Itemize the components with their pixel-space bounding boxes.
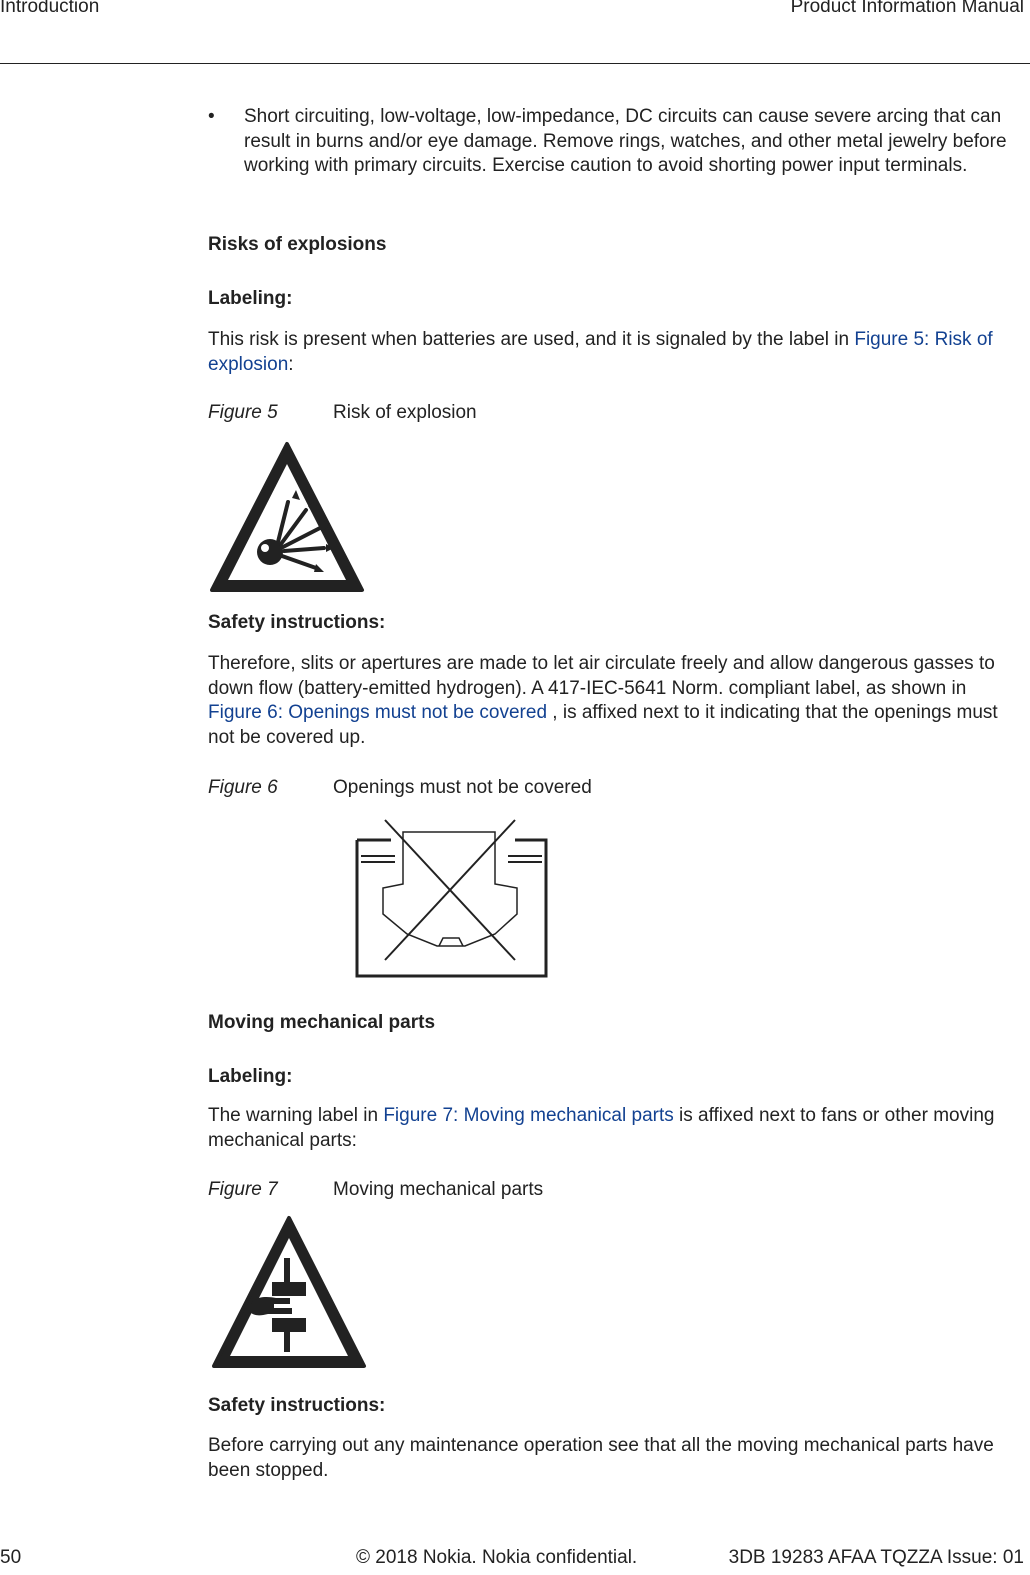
safety-instructions-heading: Safety instructions: xyxy=(208,612,386,633)
footer-doc-id: 3DB 19283 AFAA TQZZA Issue: 01 xyxy=(728,1547,1024,1568)
labeling-text-2-end: is affixed next to fans or other moving mechanical parts: xyxy=(208,1105,995,1151)
labeling-heading-2: Labeling: xyxy=(208,1066,293,1087)
openings-not-covered-icon xyxy=(355,818,548,978)
figure6-caption xyxy=(208,777,278,799)
figure7-number: Figure 7 xyxy=(208,1179,278,1200)
safety-paragraph-2: Before carrying out any maintenance operation see that all the moving mechanical parts have been stopped. xyxy=(208,1435,994,1481)
labeling-heading: Labeling: xyxy=(208,288,293,309)
figure7-caption xyxy=(208,1179,278,1201)
section-heading-moving-parts: Moving mechanical parts xyxy=(208,1012,436,1033)
figure6-link[interactable]: Figure 6: Openings must not be covered xyxy=(208,702,548,723)
figure7-title: Moving mechanical parts xyxy=(333,1179,544,1200)
page-number: 50 xyxy=(0,1547,22,1568)
figure5-title: Risk of explosion xyxy=(333,402,477,423)
bullet-text: Short circuiting, low-voltage, low-impedance, DC circuits can cause severe arcing that can result in burns and/or eye damage. Remove rings, watches, and other metal jewelry before working with primary circuits. Exercise caution to avoid shorting power input terminals. xyxy=(244,106,1007,176)
safety-text-end: , is affixed next to it indicating that the openings must not be covered up. xyxy=(208,702,998,748)
moving-parts-warning-icon xyxy=(210,1214,368,1370)
figure6-number: Figure 6 xyxy=(208,777,278,798)
labeling-paragraph-2 xyxy=(208,1104,1008,1153)
section-heading-explosions: Risks of explosions xyxy=(208,234,387,255)
running-header-right: Product Information Manual xyxy=(790,0,1024,17)
safety-instructions-heading-2: Safety instructions: xyxy=(208,1395,386,1416)
figure7-link[interactable]: Figure 7: Moving mechanical parts xyxy=(383,1105,674,1126)
labeling-text-2: The warning label in xyxy=(208,1105,384,1126)
footer-copyright: © 2018 Nokia. Nokia confidential. xyxy=(356,1547,638,1568)
running-header-left: Introduction xyxy=(0,0,100,17)
figure5-number: Figure 5 xyxy=(208,402,278,423)
labeling-text: This risk is present when batteries are used, and it is signaled by the label in xyxy=(208,329,855,350)
header-rule xyxy=(0,63,1030,64)
labeling-text-end: : xyxy=(288,353,294,375)
safety-paragraph xyxy=(208,652,1023,750)
bullet-marker: • xyxy=(208,106,215,127)
figure5-caption xyxy=(208,402,278,424)
labeling-paragraph xyxy=(208,328,1008,377)
figure5-link[interactable]: Figure 5: Risk of explosion xyxy=(208,329,993,375)
explosion-warning-icon xyxy=(208,440,366,594)
safety-text: Therefore, slits or apertures are made to let air circulate freely and allow dangerous gasses to down flow (battery-emitted hydrogen). A 417-IEC-5641 Norm. compliant label, as shown in xyxy=(208,653,995,699)
figure6-title: Openings must not be covered xyxy=(333,777,592,798)
